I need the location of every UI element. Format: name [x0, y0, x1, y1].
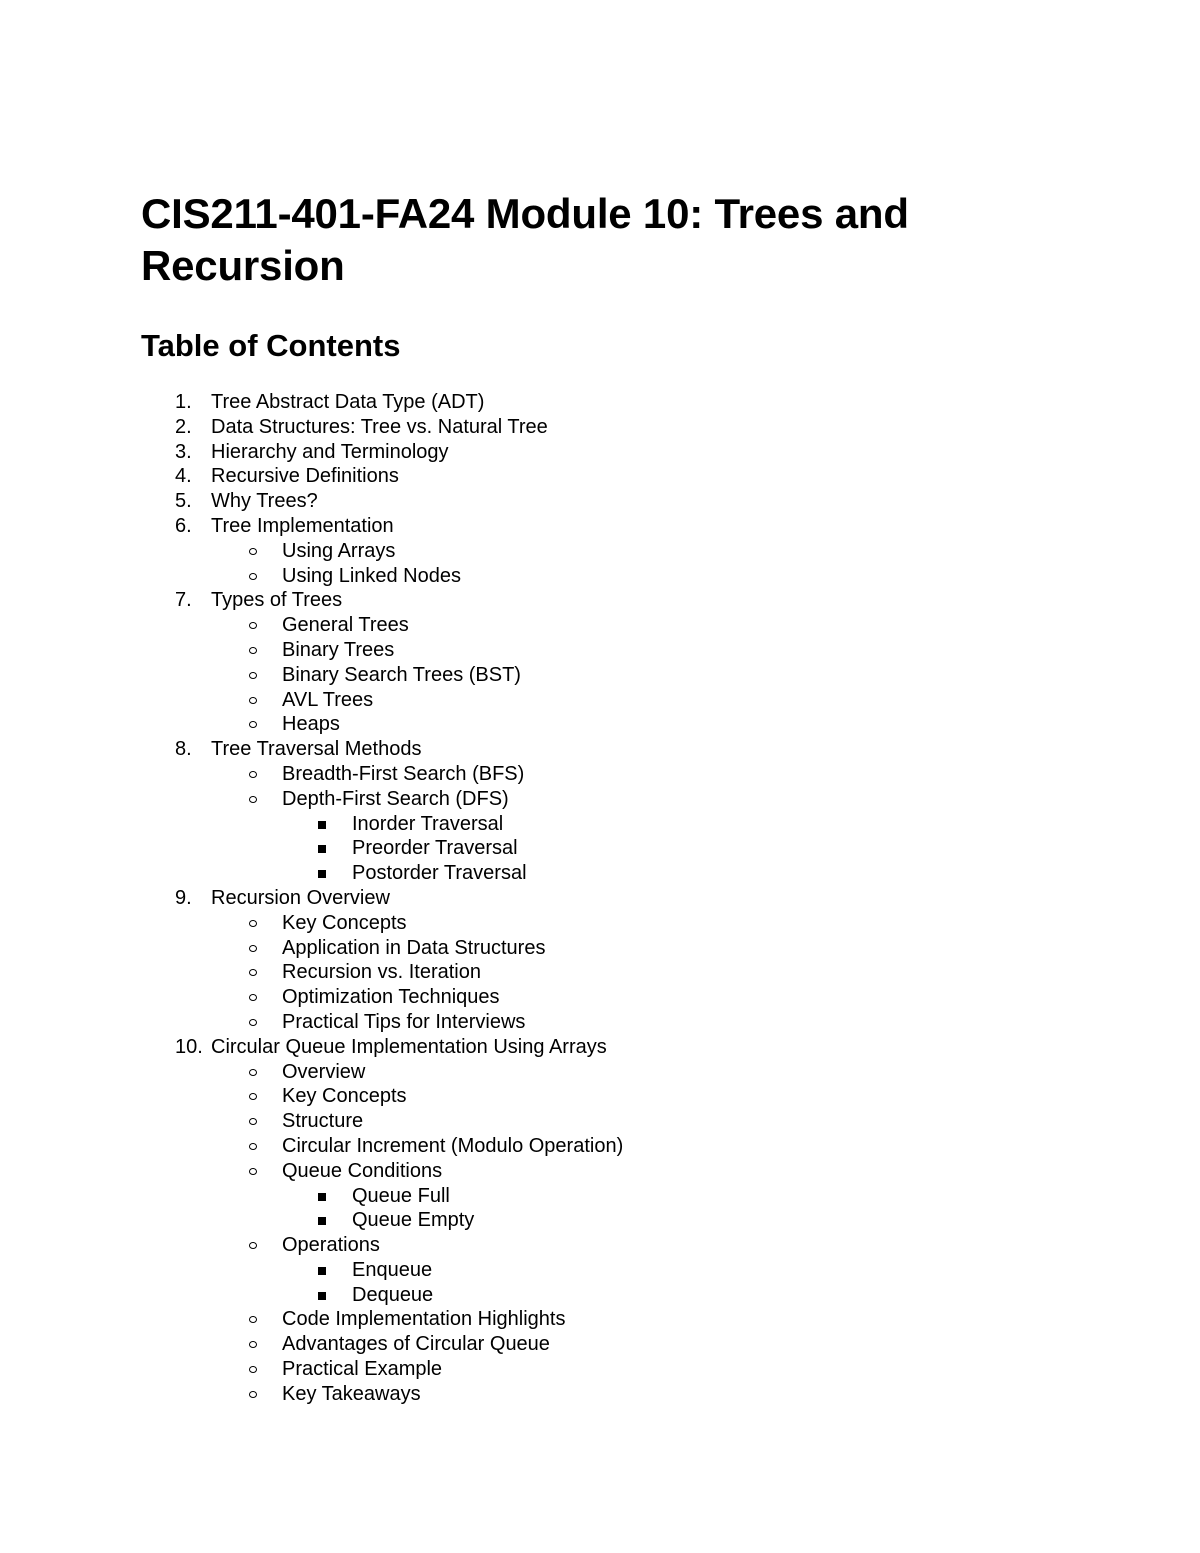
toc-item-label: Code Implementation Highlights	[282, 1308, 566, 1331]
toc-item-number: 3.	[175, 440, 192, 463]
toc-item-level-2	[0, 1010, 1200, 1035]
toc-item-label: Binary Trees	[282, 638, 395, 661]
toc-item-label: Dequeue	[352, 1283, 434, 1306]
toc-item-label: Tree Traversal Methods	[211, 738, 422, 761]
toc-item-level-1	[0, 886, 1200, 911]
toc-item-label: Queue Conditions	[282, 1159, 443, 1182]
toc-item-label: Practical Tips for Interviews	[282, 1010, 526, 1033]
hollow-circle-bullet-icon	[249, 1118, 257, 1125]
hollow-circle-bullet-icon	[249, 771, 257, 778]
hollow-circle-bullet-icon	[249, 945, 257, 952]
toc-item-label: Using Arrays	[282, 539, 396, 562]
toc-item-level-1	[0, 415, 1200, 440]
toc-item-label: Inorder Traversal	[352, 812, 504, 835]
hollow-circle-bullet-icon	[249, 1341, 257, 1348]
toc-item-number: 5.	[175, 490, 192, 513]
hollow-circle-bullet-icon	[249, 1366, 257, 1373]
toc-item-label: Structure	[282, 1110, 364, 1133]
toc-item-label: Binary Search Trees (BST)	[282, 663, 521, 686]
toc-item-level-1	[0, 737, 1200, 762]
square-bullet-icon	[318, 1292, 326, 1300]
toc-item-label: Operations	[282, 1234, 380, 1257]
hollow-circle-bullet-icon	[249, 647, 257, 654]
toc-item-label: Recursion Overview	[211, 886, 390, 909]
toc-item-label: Depth-First Search (DFS)	[282, 787, 509, 810]
toc-item-label: Using Linked Nodes	[282, 564, 461, 587]
toc-item-level-2	[0, 1084, 1200, 1109]
toc-item-number: 6.	[175, 514, 192, 537]
toc-item-level-2	[0, 787, 1200, 812]
toc-item-label: Key Concepts	[282, 1085, 407, 1108]
hollow-circle-bullet-icon	[249, 796, 257, 803]
toc-item-label: General Trees	[282, 614, 409, 637]
toc-item-level-2	[0, 911, 1200, 936]
hollow-circle-bullet-icon	[249, 994, 257, 1001]
toc-item-label: Tree Abstract Data Type (ADT)	[211, 391, 485, 413]
toc-item-number: 8.	[175, 738, 192, 761]
square-bullet-icon	[318, 870, 326, 878]
toc-item-level-2	[0, 1357, 1200, 1382]
toc-item-level-2	[0, 1134, 1200, 1159]
toc-item-label: Overview	[282, 1060, 366, 1083]
toc-item-label: Circular Queue Implementation Using Arrays	[211, 1035, 607, 1058]
hollow-circle-bullet-icon	[249, 920, 257, 927]
hollow-circle-bullet-icon	[249, 721, 257, 728]
toc-item-number: 9.	[175, 886, 192, 909]
toc-heading: Table of Contents	[141, 328, 401, 363]
toc-item-number: 4.	[175, 465, 192, 488]
toc-item-level-3	[0, 1184, 1200, 1209]
hollow-circle-bullet-icon	[249, 573, 257, 580]
toc-item-label: Queue Full	[352, 1184, 450, 1207]
hollow-circle-bullet-icon	[249, 1391, 257, 1398]
toc-item-level-3	[0, 1283, 1200, 1308]
hollow-circle-bullet-icon	[249, 697, 257, 704]
square-bullet-icon	[318, 1217, 326, 1225]
toc-item-level-2	[0, 638, 1200, 663]
toc-item-level-2	[0, 1060, 1200, 1085]
hollow-circle-bullet-icon	[249, 622, 257, 629]
square-bullet-icon	[318, 1267, 326, 1275]
toc-item-number: 10.	[175, 1035, 203, 1058]
toc-item-number: 1.	[175, 391, 192, 413]
toc-item-level-3	[0, 812, 1200, 837]
hollow-circle-bullet-icon	[249, 1019, 257, 1026]
toc-item-level-2	[0, 613, 1200, 638]
toc-item-level-2	[0, 564, 1200, 589]
toc-item-label: Advantages of Circular Queue	[282, 1333, 550, 1356]
toc-item-number: 7.	[175, 589, 192, 612]
toc-item-label: Tree Implementation	[211, 514, 394, 537]
hollow-circle-bullet-icon	[249, 969, 257, 976]
toc-item-level-1	[0, 390, 1200, 415]
toc-item-level-1	[0, 588, 1200, 613]
toc-item-level-2	[0, 539, 1200, 564]
square-bullet-icon	[318, 821, 326, 829]
square-bullet-icon	[318, 845, 326, 853]
toc-item-level-1	[0, 514, 1200, 539]
toc-item-level-2	[0, 936, 1200, 961]
toc-item-level-2	[0, 1307, 1200, 1332]
toc-item-label: Enqueue	[352, 1258, 433, 1281]
toc-item-label: Optimization Techniques	[282, 986, 500, 1009]
document-title: CIS211-401-FA24 Module 10: Trees and Recursion	[141, 190, 909, 289]
toc-item-level-2	[0, 1382, 1200, 1407]
hollow-circle-bullet-icon	[249, 1316, 257, 1323]
toc-item-label: Preorder Traversal	[352, 837, 518, 860]
hollow-circle-bullet-icon	[249, 672, 257, 679]
hollow-circle-bullet-icon	[249, 548, 257, 555]
toc-item-label: Hierarchy and Terminology	[211, 440, 449, 463]
toc-item-level-2	[0, 960, 1200, 985]
toc-item-level-2	[0, 688, 1200, 713]
toc-item-level-3	[0, 836, 1200, 861]
toc-item-level-2	[0, 663, 1200, 688]
square-bullet-icon	[318, 1193, 326, 1201]
toc-item-level-1	[0, 464, 1200, 489]
toc-item-label: Application in Data Structures	[282, 936, 546, 959]
toc-item-label: Key Takeaways	[282, 1382, 421, 1405]
toc-item-label: Key Concepts	[282, 911, 407, 934]
hollow-circle-bullet-icon	[249, 1069, 257, 1076]
toc-item-level-1	[0, 440, 1200, 465]
toc-item-level-3	[0, 1208, 1200, 1233]
toc-item-label: AVL Trees	[282, 688, 374, 711]
toc-item-level-2	[0, 712, 1200, 737]
toc-item-label: Why Trees?	[211, 490, 318, 513]
hollow-circle-bullet-icon	[249, 1093, 257, 1100]
toc-item-level-3	[0, 861, 1200, 886]
toc-item-label: Postorder Traversal	[352, 862, 527, 885]
toc-item-label: Recursive Definitions	[211, 465, 399, 488]
toc-item-level-2	[0, 1109, 1200, 1134]
toc-item-level-1	[0, 489, 1200, 514]
toc-item-level-1	[0, 1035, 1200, 1060]
toc-item-label: Circular Increment (Modulo Operation)	[282, 1134, 624, 1157]
toc-item-label: Practical Example	[282, 1358, 443, 1381]
toc-item-label: Breadth-First Search (BFS)	[282, 762, 525, 785]
hollow-circle-bullet-icon	[249, 1168, 257, 1175]
toc-item-label: Recursion vs. Iteration	[282, 961, 481, 984]
toc-item-label: Data Structures: Tree vs. Natural Tree	[211, 415, 548, 438]
toc-item-level-2	[0, 1159, 1200, 1184]
hollow-circle-bullet-icon	[249, 1143, 257, 1150]
toc-item-level-2	[0, 1233, 1200, 1258]
toc-item-label: Heaps	[282, 713, 340, 736]
toc-item-label: Types of Trees	[211, 589, 343, 612]
toc-item-label: Queue Empty	[352, 1209, 475, 1232]
toc-item-level-2	[0, 762, 1200, 787]
table-of-contents	[0, 390, 1200, 1407]
toc-item-number: 2.	[175, 415, 192, 438]
toc-item-level-2	[0, 985, 1200, 1010]
toc-item-level-2	[0, 1332, 1200, 1357]
toc-item-level-3	[0, 1258, 1200, 1283]
hollow-circle-bullet-icon	[249, 1242, 257, 1249]
